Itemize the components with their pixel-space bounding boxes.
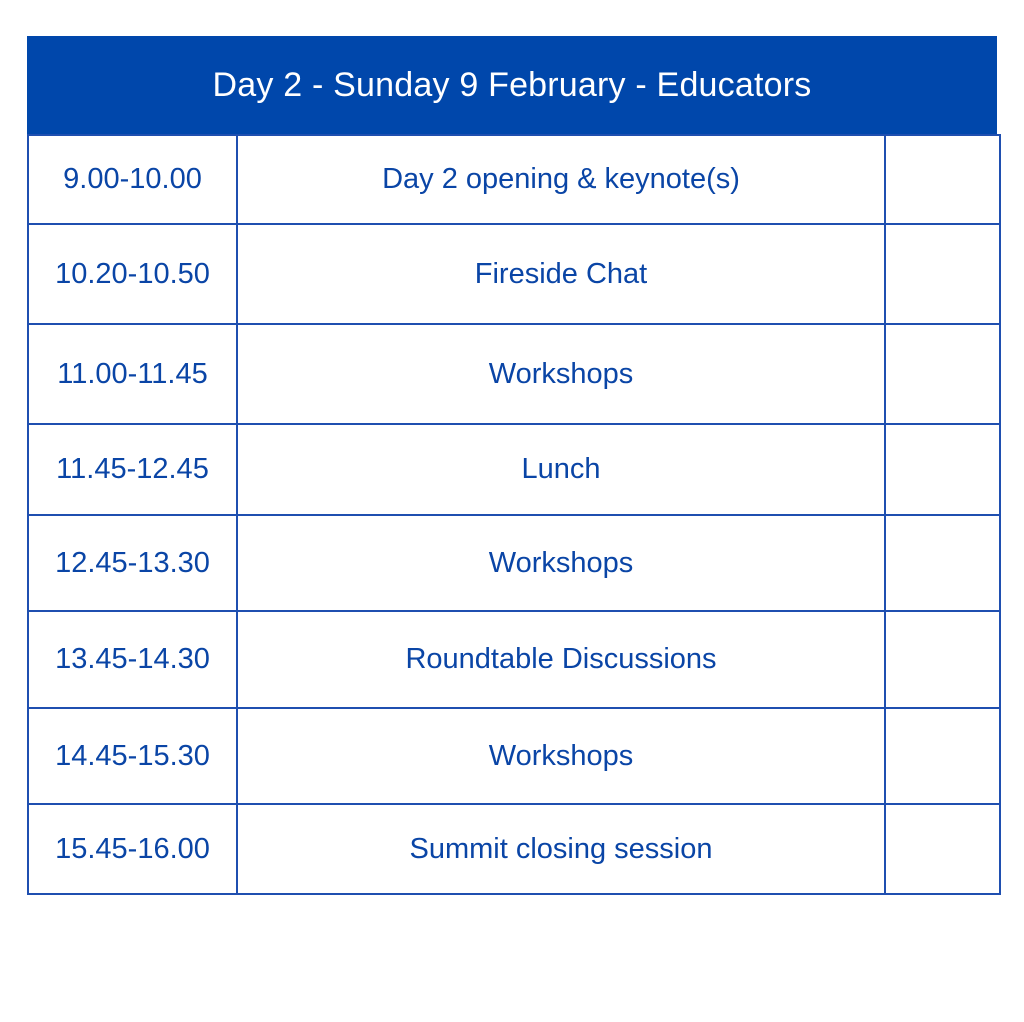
- empty-cell: [885, 611, 1000, 708]
- session-cell: Workshops: [237, 708, 885, 804]
- schedule-title-bar: [27, 36, 997, 134]
- time-cell: 11.00-11.45: [28, 324, 237, 424]
- empty-cell: [885, 424, 1000, 515]
- session-cell: Fireside Chat: [237, 224, 885, 324]
- time-cell: 13.45-14.30: [28, 611, 237, 708]
- session-cell: Workshops: [237, 324, 885, 424]
- time-cell: 10.20-10.50: [28, 224, 237, 324]
- session-cell: Roundtable Discussions: [237, 611, 885, 708]
- table-row: [28, 611, 1000, 708]
- empty-cell: [885, 135, 1000, 224]
- table-row: [28, 804, 1000, 894]
- time-cell: 12.45-13.30: [28, 515, 237, 611]
- session-cell: Day 2 opening & keynote(s): [237, 135, 885, 224]
- table-row: [28, 708, 1000, 804]
- schedule-table: [27, 134, 1001, 895]
- schedule-title: Day 2 - Sunday 9 February - Educators: [212, 65, 812, 104]
- time-cell: 9.00-10.00: [28, 135, 237, 224]
- time-cell: 15.45-16.00: [28, 804, 237, 894]
- empty-cell: [885, 224, 1000, 324]
- table-row: [28, 224, 1000, 324]
- session-cell: Lunch: [237, 424, 885, 515]
- empty-cell: [885, 708, 1000, 804]
- time-cell: 14.45-15.30: [28, 708, 237, 804]
- table-row: [28, 515, 1000, 611]
- empty-cell: [885, 324, 1000, 424]
- table-row: [28, 324, 1000, 424]
- schedule-table-container: [27, 36, 997, 895]
- time-cell: 11.45-12.45: [28, 424, 237, 515]
- empty-cell: [885, 804, 1000, 894]
- session-cell: Workshops: [237, 515, 885, 611]
- empty-cell: [885, 515, 1000, 611]
- table-row: [28, 135, 1000, 224]
- table-row: [28, 424, 1000, 515]
- session-cell: Summit closing session: [237, 804, 885, 894]
